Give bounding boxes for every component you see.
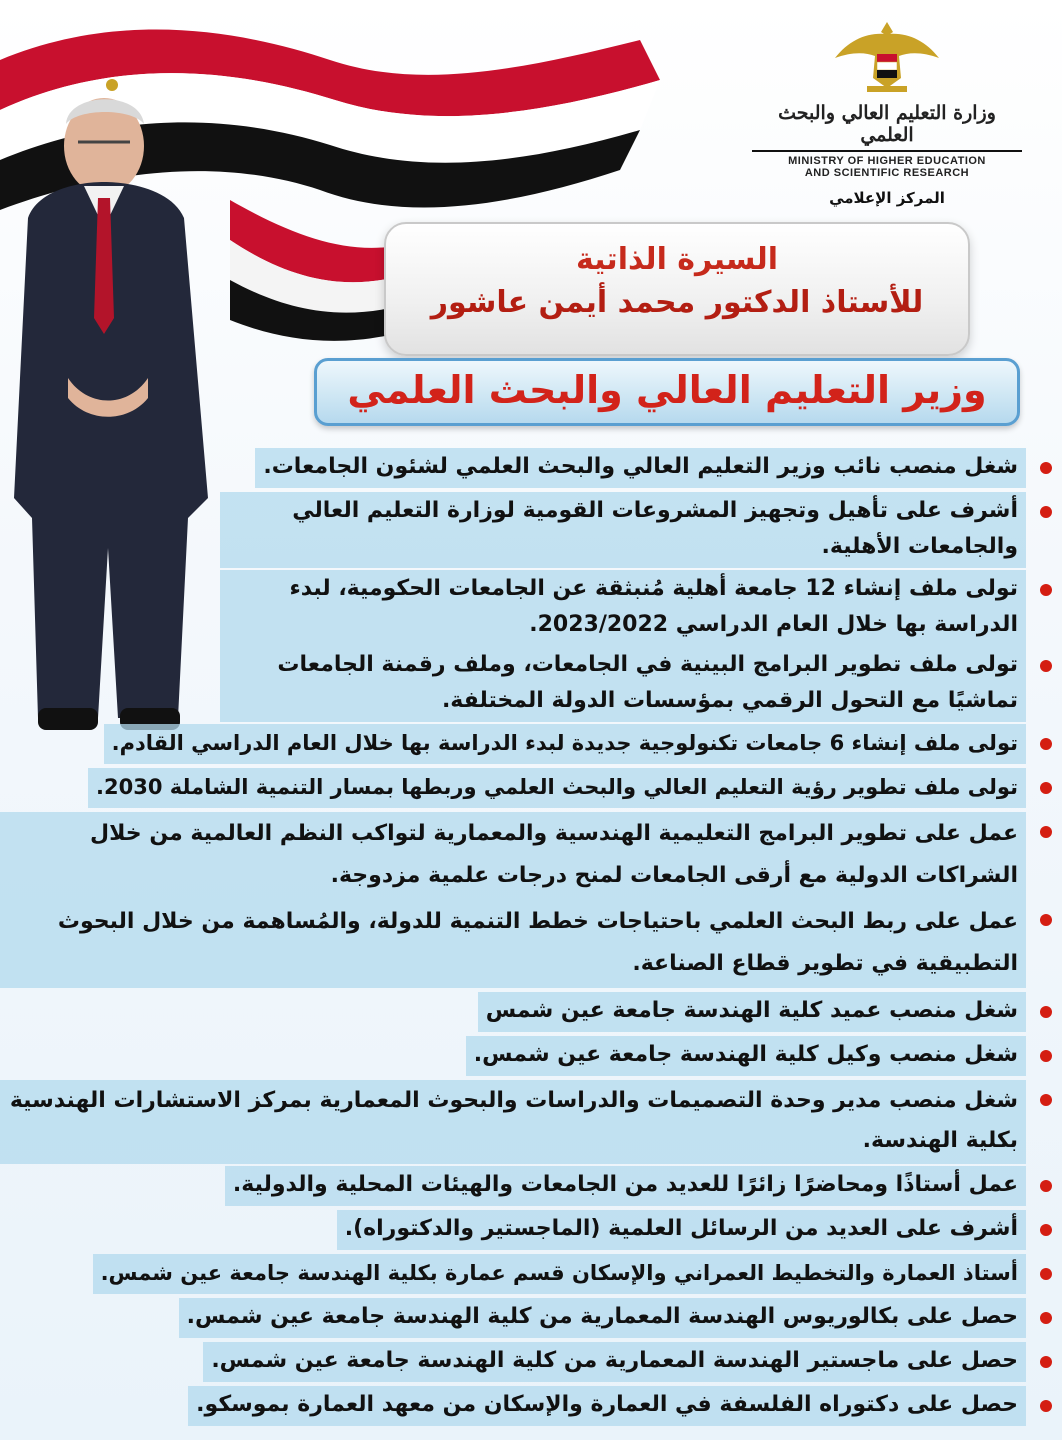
position-title: وزير التعليم العالي والبحث العلمي xyxy=(347,368,987,412)
ministry-name-english-line2: AND SCIENTIFIC RESEARCH xyxy=(804,167,970,179)
bullet-icon xyxy=(1040,826,1052,838)
bullet-icon xyxy=(1040,738,1052,750)
bullet-icon xyxy=(1040,1050,1052,1062)
list-item: عمل على تطوير البرامج التعليمية الهندسية والمعمارية لتواكب النظم العالمية من خلال الشراكات الدولية مع أرقى الجامعات لمنح درجات علمية مزدوجة. xyxy=(0,812,1062,900)
list-item: تولى ملف تطوير البرامج البينية في الجامعات، وملف رقمنة الجامعات تماشيًا مع التحول الرقمي بمؤسسات الدولة المختلفة. xyxy=(220,646,1062,722)
bullet-icon xyxy=(1040,1268,1052,1280)
bullet-icon xyxy=(1040,1180,1052,1192)
list-item: عمل أستاذًا ومحاضرًا زائرًا للعديد من الجامعات والهيئات المحلية والدولية. xyxy=(225,1166,1062,1206)
bullet-icon xyxy=(1040,506,1052,518)
eagle-emblem-icon xyxy=(827,18,947,96)
list-item: شغل منصب مدير وحدة التصميمات والدراسات والبحوث المعمارية بمركز الاستشارات الهندسية بكلية الهندسة. xyxy=(0,1080,1062,1164)
bullet-icon xyxy=(1040,1312,1052,1324)
list-item: شغل منصب عميد كلية الهندسة جامعة عين شمس xyxy=(478,992,1062,1032)
list-item: أشرف على تأهيل وتجهيز المشروعات القومية لوزارة التعليم العالي والجامعات الأهلية. xyxy=(220,492,1062,568)
list-item: تولى ملف إنشاء 6 جامعات تكنولوجية جديدة لبدء الدراسة بها خلال العام الدراسي القادم. xyxy=(104,724,1062,764)
list-item: حصل على دكتوراه الفلسفة في العمارة والإسكان من معهد العمارة بموسكو. xyxy=(188,1386,1062,1426)
bullet-icon xyxy=(1040,462,1052,474)
cv-title: السيرة الذاتية xyxy=(575,242,778,277)
ministry-name-arabic: وزارة التعليم العالي والبحث العلمي xyxy=(778,102,996,146)
cv-title-box xyxy=(384,222,970,356)
bullet-icon xyxy=(1040,1006,1052,1018)
bullet-icon xyxy=(1040,782,1052,794)
minister-portrait xyxy=(8,78,230,738)
list-item: حصل على بكالوريوس الهندسة المعمارية من كلية الهندسة جامعة عين شمس. xyxy=(179,1298,1062,1338)
ministry-name-english xyxy=(752,150,1022,179)
list-item: عمل على ربط البحث العلمي باحتياجات خطط التنمية للدولة، والمُساهمة من خلال البحوث التطبيقية في تطوير قطاع الصناعة. xyxy=(0,900,1062,988)
list-item: شغل منصب نائب وزير التعليم العالي والبحث العلمي لشئون الجامعات. xyxy=(255,448,1062,488)
list-item: تولى ملف إنشاء 12 جامعة أهلية مُنبثقة عن الجامعات الحكومية، لبدء الدراسة بها خلال العام الدراسي 2023/2022. xyxy=(220,570,1062,646)
ministry-logo-block xyxy=(752,18,1022,207)
media-center-label: المركز الإعلامي xyxy=(829,189,945,207)
bullet-icon xyxy=(1040,1224,1052,1236)
list-item: أشرف على العديد من الرسائل العلمية (الماجستير والدكتوراه). xyxy=(337,1210,1062,1250)
cv-subject-name: للأستاذ الدكتور محمد أيمن عاشور xyxy=(430,285,924,320)
bullet-icon xyxy=(1040,1356,1052,1368)
ministry-name-english-line1: MINISTRY OF HIGHER EDUCATION xyxy=(788,155,986,167)
position-title-box xyxy=(314,358,1020,426)
list-item: أستاذ العمارة والتخطيط العمراني والإسكان قسم عمارة بكلية الهندسة جامعة عين شمس. xyxy=(93,1254,1062,1294)
list-item: حصل على ماجستير الهندسة المعمارية من كلية الهندسة جامعة عين شمس. xyxy=(203,1342,1062,1382)
list-item: شغل منصب وكيل كلية الهندسة جامعة عين شمس. xyxy=(466,1036,1062,1076)
bullet-icon xyxy=(1040,584,1052,596)
bullet-icon xyxy=(1040,914,1052,926)
bullet-icon xyxy=(1040,1400,1052,1412)
list-item: تولى ملف تطوير رؤية التعليم العالي والبحث العلمي وربطها بمسار التنمية الشاملة 2030. xyxy=(88,768,1062,808)
bullet-icon xyxy=(1040,660,1052,672)
bullet-icon xyxy=(1040,1094,1052,1106)
